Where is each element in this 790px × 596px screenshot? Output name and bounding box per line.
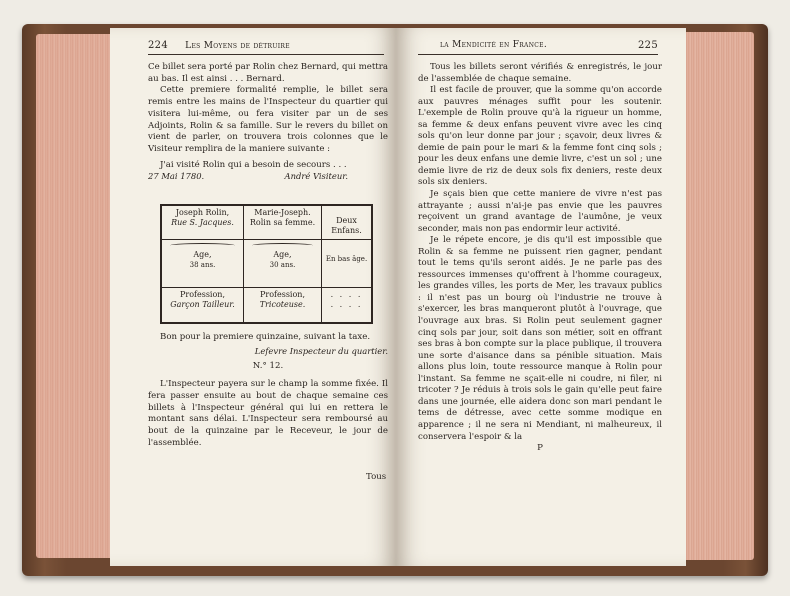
- left-head-rule: [148, 54, 384, 55]
- ledger-mother-relation: Rolin sa femme.: [249, 218, 316, 227]
- left-paragraph-payera: L'Inspecteur payera sur le champ la somme fixée. Il fera passer ensuite au bout de chaque semaine ces billets à l'Inspecteur général qui lui en rettera le montant sans délai. L'Inspecteur sera remboursé au bout de la quinzaine par le Receveur, le jour de l'assemblée.: [148, 379, 388, 448]
- ledger-age-value: En bas âge.: [325, 255, 368, 263]
- ledger-prof-label: Profession,: [260, 290, 305, 299]
- left-running-title: Les Moyens de détruire: [185, 41, 290, 51]
- page-edges-left: [36, 34, 120, 558]
- ledger-mother-name: Marie-Joseph.: [254, 208, 311, 217]
- right-signature-mark: P: [537, 443, 543, 454]
- right-page: [396, 28, 686, 566]
- ledger-head-father: [162, 206, 244, 240]
- ledger-age-father: [162, 240, 244, 288]
- left-line-bon: Bon pour la premiere quinzaine, suivant la taxe.: [160, 332, 371, 342]
- right-page-number: 225: [638, 40, 658, 51]
- left-line-billet: Ce billet sera porté par Rolin chez Bernard, qui mettra au bas. Il est ainsi . . . Bernard.: [148, 62, 388, 84]
- ledger-age-mother: [244, 240, 322, 288]
- right-running-title: la Mendicité en France.: [440, 40, 547, 50]
- ledger-children-label: Deux Enfans.: [331, 216, 362, 235]
- ledger-wavy-rule: [252, 243, 313, 248]
- ledger-prof-children: . . . . . . . .: [330, 290, 363, 309]
- left-line-date: 27 Mai 1780.: [148, 171, 205, 182]
- ledger-prof-mother: [244, 288, 322, 322]
- ledger-age-children: [322, 240, 371, 288]
- ledger-prof-value: Garçon Tailleur.: [170, 300, 235, 309]
- right-paragraph-1: Tous les billets seront vérifiés & enregistrés, le jour de l'assemblée de chaque semaine.: [418, 62, 662, 84]
- ledger-head-children: [322, 206, 371, 240]
- ledger-age-value: 38 ans.: [189, 261, 216, 269]
- left-text-top: [148, 62, 388, 183]
- ledger-head-mother: [244, 206, 322, 240]
- left-catchword: Tous: [366, 472, 387, 482]
- ledger-age-value: 30 ans.: [269, 261, 296, 269]
- open-book: [22, 18, 768, 580]
- right-running-head: [418, 40, 658, 51]
- left-text-bottom: [148, 332, 388, 449]
- ledger-wavy-rule: [170, 243, 235, 248]
- left-line-inspecteur: Lefevre Inspecteur du quartier.: [254, 345, 388, 356]
- left-page: [110, 28, 396, 566]
- ledger-prof-father: [162, 288, 244, 322]
- left-running-head: [148, 40, 384, 51]
- ledger-father-name: Joseph Rolin,: [175, 208, 230, 217]
- page-edges-right: [682, 32, 754, 560]
- left-line-visiteur: André Visiteur.: [284, 171, 348, 182]
- ledger-prof-value: Tricoteuse.: [259, 300, 306, 309]
- ledger-father-address: Rue S. Jacques.: [171, 218, 234, 227]
- right-paragraph-2: Il est facile de prouver, que la somme qu'on accorde aux pauvres ménages suffit pour les soutenir. L'exemple de Rolin prouve qu'à la rigueur un homme, sa femme & deux enfans peuvent vivre avec les cinq sols qu'on leur donne par jour ; sçavoir, deux livres & demie de pain pour le mari & la femme font cinq sols ; pour les deux enfans une demie livre, c'est un sol ; une demie livre de riz de deux sols fix deniers, reste deux sols six deniers.: [418, 85, 662, 188]
- left-paragraph-formalite: Cette premiere formalité remplie, le billet sera remis entre les mains de l'Inspecteur du quartier qui visitera lui-même, ou fera visiter par un de ses Adjoints, Rolin & sa famille. Sur le revers du billet on vient de parler, on trouvera trois colonnes que le Visiteur remplira de la maniere suivante :: [148, 85, 388, 154]
- right-text: [418, 62, 662, 455]
- visitor-ledger-table: [160, 204, 373, 324]
- ledger-prof-label: Profession,: [180, 290, 225, 299]
- ledger-age-label: Age,: [193, 250, 212, 259]
- left-page-number: 224: [148, 40, 168, 51]
- ledger-age-label: Age,: [273, 250, 292, 259]
- left-line-visite: J'ai visité Rolin qui a besoin de secours . . .: [160, 159, 347, 170]
- right-paragraph-3: Je sçais bien que cette maniere de vivre n'est pas attrayante ; aussi n'ai-je pas envie que les pauvres reçoivent un grand avantage de l'aumône, je veux seconder, mais non pas endormir leur activité.: [418, 189, 662, 234]
- right-head-rule: [418, 54, 658, 55]
- right-paragraph-4: Je le répete encore, je dis qu'il est impossible que Rolin & sa femme ne puissent rien gagner, pendant tout le tems qu'ils seront aidés. Je ne parle pas des ressources immenses qu'offrent à l'homme courageux, les grandes villes, les ports de Mer, les travaux publics : il n'est pas un bourg où l'industrie ne trouve à s'exercer, les bras manqueront plutôt à l'ouvrage, que l'ouvrage aux bras. Si Rolin peut seulement gagner cinq sols par jour, soit dans son métier, soit en offrant ses bras à bon compte sur la place publique, il trouvera une sorte d'aisance dans sa pénible situation. Mais allons plus loin, toute ressource manque à Rolin pour l'instant. Sa femme ne sçait-elle ni coudre, ni filer, ni tricoter ? Je réduis à trois sols le gain qu'elle peut faire dans une journée, elle aidera donc son mari pendant le tems de détresse, avec cette somme modique en apparence ; il ne sera ni Mendiant, ni malheureux, il conservera l'espoir & la: [418, 235, 662, 442]
- left-line-number: N.° 12.: [252, 361, 284, 372]
